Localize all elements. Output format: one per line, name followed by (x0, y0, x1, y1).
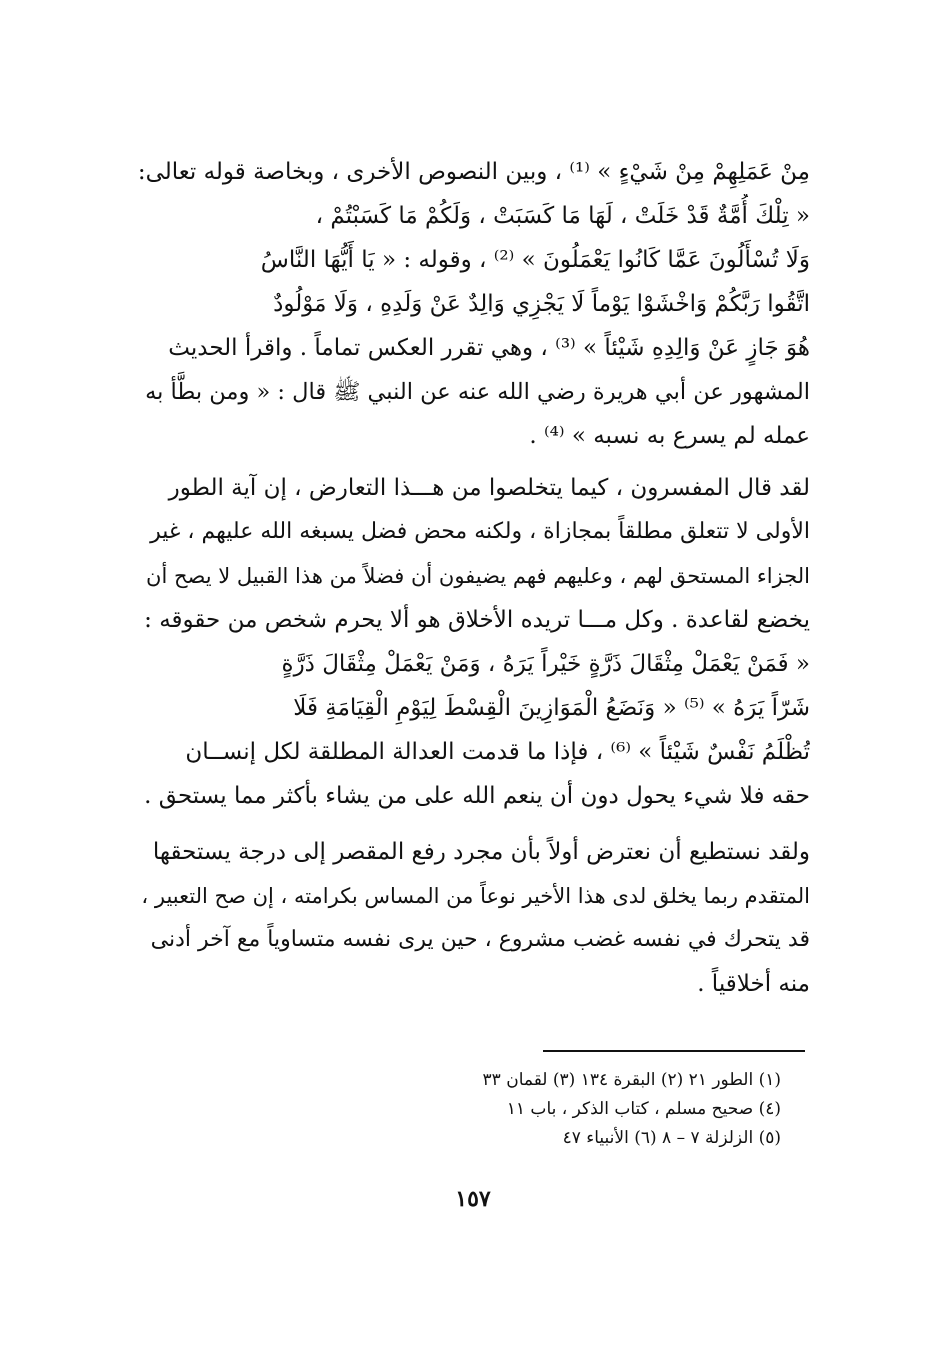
footnotes (321, 1066, 781, 1153)
text-line: الجزاء المستحق لهم ، وعليهم فهم يضيفون أن فضلاً من هذا القبيل لا يصح أن (146, 564, 810, 588)
text-line: يخضع لقاعدة . وكل مـــا تريده الأخلاق هو ألا يحرم شخص من حقوقه : (144, 607, 810, 633)
text-line: عمله لم يسرع به نسبه » ⁽⁴⁾ . (529, 423, 810, 449)
footnote-line: (٥) الزلزلة ٧ – ٨ (٦) الأنبياء ٤٧ (562, 1128, 781, 1148)
text-line: « فَمَنْ يَعْمَلْ مِثْقَالَ ذَرَّةٍ خَيْراً يَرَهُ ، وَمَنْ يَعْمَلْ مِثْقَالَ ذَرَّةٍ (281, 651, 810, 677)
page-number: ١٥٧ (455, 1186, 491, 1212)
footnote-line: (٤) صحيح مسلم ، كتاب الذكر ، باب ١١ (506, 1099, 781, 1119)
paragraph-3 (138, 830, 810, 1006)
text-line: ولقد نستطيع أن نعترض أولاً بأن مجرد رفع المقصر إلى درجة يستحقها (152, 839, 810, 865)
text-line: حقه فلا شيء يحول دون أن ينعم الله على من يشاء بأكثر مما يستحق . (144, 783, 810, 809)
text-line: مِنْ عَمَلِهِمْ مِنْ شَيْءٍ » ⁽¹⁾ ، وبين النصوص الأخرى ، وبخاصة قوله تعالى: (138, 159, 810, 185)
text-line: قد يتحرك في نفسه غضب مشروع ، حين يرى نفسه متساوياً مع آخر أدنى (150, 927, 810, 952)
text-line: لقد قال المفسرون ، كيما يتخلصوا من هـــذا التعارض ، إن آية الطور (168, 475, 810, 501)
text-line: تُظْلَمُ نَفْسٌ شَيْئاً » ⁽⁶⁾ ، فإذا ما قدمت العدالة المطلقة لكل إنســان (185, 739, 810, 765)
text-line: هُوَ جَازٍ عَنْ وَالِدِهِ شَيْئاً » ⁽³⁾ ، وهي تقرر العكس تماماً . واقرأ الحديث (168, 335, 810, 361)
text-line: اتَّقُوا رَبَّكُمْ وَاخْشَوْا يَوْماً لَا يَجْزِي وَالِدٌ عَنْ وَلَدِهِ ، وَلَا مَوْلُودٌ (273, 291, 810, 317)
footnote-line: (١) الطور ٢١ (٢) البقرة ١٣٤ (٣) لقمان ٣٣ (482, 1070, 781, 1090)
text-line: « تِلْكَ أُمَّةٌ قَدْ خَلَتْ ، لَهَا مَا كَسَبَتْ ، وَلَكُمْ مَا كَسَبْتُمْ ، (315, 203, 810, 229)
text-line: وَلَا تُسْأَلُونَ عَمَّا كَانُوا يَعْمَلُونَ » ⁽²⁾ ، وقوله : « يَا أَيُّهَا النَّاسُ (260, 247, 810, 273)
text-line: منه أخلاقياً . (697, 971, 810, 997)
paragraph-2 (138, 466, 810, 818)
text-line: المتقدم ربما يخلق لدى هذا الأخير نوعاً من المساس بكرامته ، إن صح التعبير ، (141, 884, 810, 908)
text-line: الأولى لا تتعلق مطلقاً بمجازاة ، ولكنه محض فضل يسبغه الله عليهم ، غير (150, 519, 810, 544)
text-line: شَرّاً يَرَهُ » ⁽⁵⁾ « وَنَضَعُ الْمَوَازِينَ الْقِسْطَ لِيَوْمِ الْقِيَامَةِ فَلَا (293, 695, 810, 721)
text-line: المشهور عن أبي هريرة رضي الله عنه عن النبي ﷺ قال : « ومن بطَّأ به (145, 379, 810, 405)
paragraph-1 (138, 150, 810, 458)
footnote-divider (543, 1050, 805, 1052)
